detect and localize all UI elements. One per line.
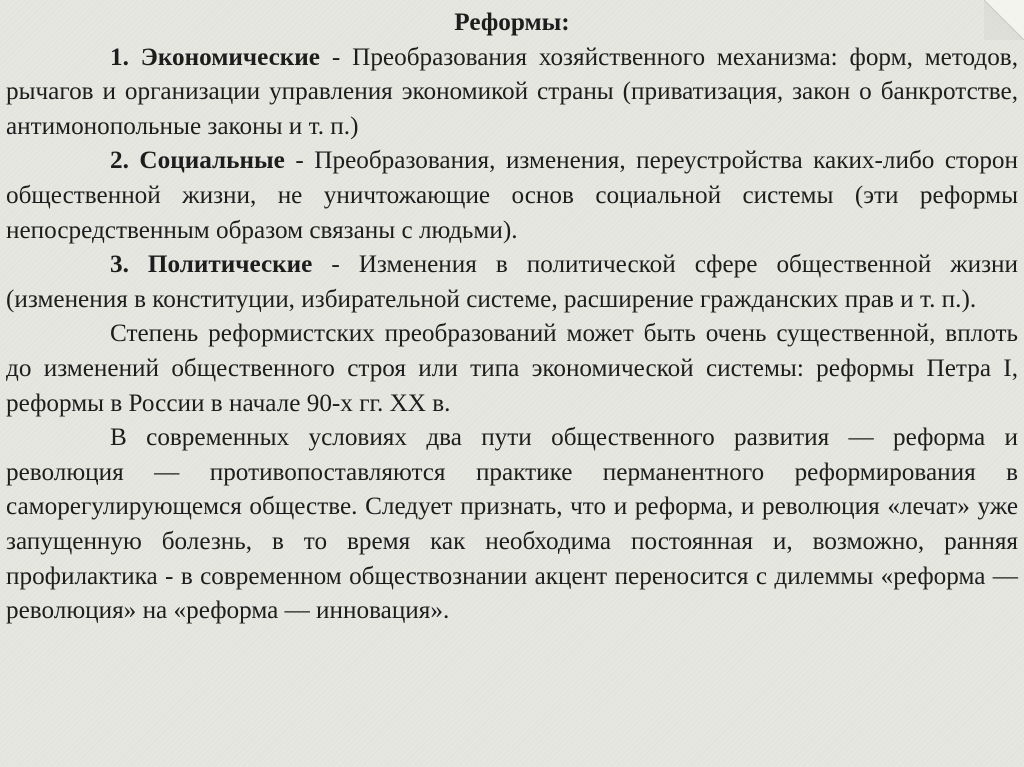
paragraph-social-text: - Преобразования, изменения, переустройства каких-либо сторон общественной жизни, не уничтожающие основ социальной системы (эти реформы непосредственным образом связаны с людьми).: [6, 147, 1018, 244]
paragraph-social: [6, 144, 1018, 248]
paragraph-economic-text: - Преобразования хозяйственного механизма: форм, методов, рычагов и организации управления экономикой страны (приватизация, закон о банкротстве, антимонопольные законы и т. п.): [6, 43, 1018, 140]
paragraph-modern-conditions: [6, 421, 1018, 629]
paragraph-degree-text: Степень реформистских преобразований может быть очень существенной, вплоть до изменений общественного строя или типа экономической системы: реформы Петра I, реформы в России в начале 90-х гг. XX в.: [6, 320, 1018, 417]
paragraph-social-term: 2. Социальные: [110, 147, 285, 175]
paragraph-economic-term: 1. Экономические: [110, 43, 320, 71]
paragraph-political-text: - Изменения в политической сфере общественной жизни (изменения в конституции, избирательной системе, расширение гражданских прав и т. п.).: [6, 251, 1018, 313]
slide-title: Реформы:: [454, 9, 570, 36]
paragraph-modern-conditions-text: В современных условиях два пути общественного развития — реформа и революция — противопоставляются практике перманентного реформирования в саморегулирующемся обществе. Следует признать, что и реформа, и революция «лечат» уже запущенную болезнь, в то время как необходима постоянная и, возможно, ранняя профилактика - в современном обществознании акцент переносится с дилеммы «реформа — революция» на «реформа — инновация».: [6, 424, 1018, 625]
slide-body: [6, 6, 1018, 629]
paragraph-degree: [6, 317, 1018, 421]
paragraph-political-term: 3. Политические: [110, 251, 313, 279]
paragraph-economic: [6, 41, 1018, 145]
paragraph-political: [6, 248, 1018, 317]
